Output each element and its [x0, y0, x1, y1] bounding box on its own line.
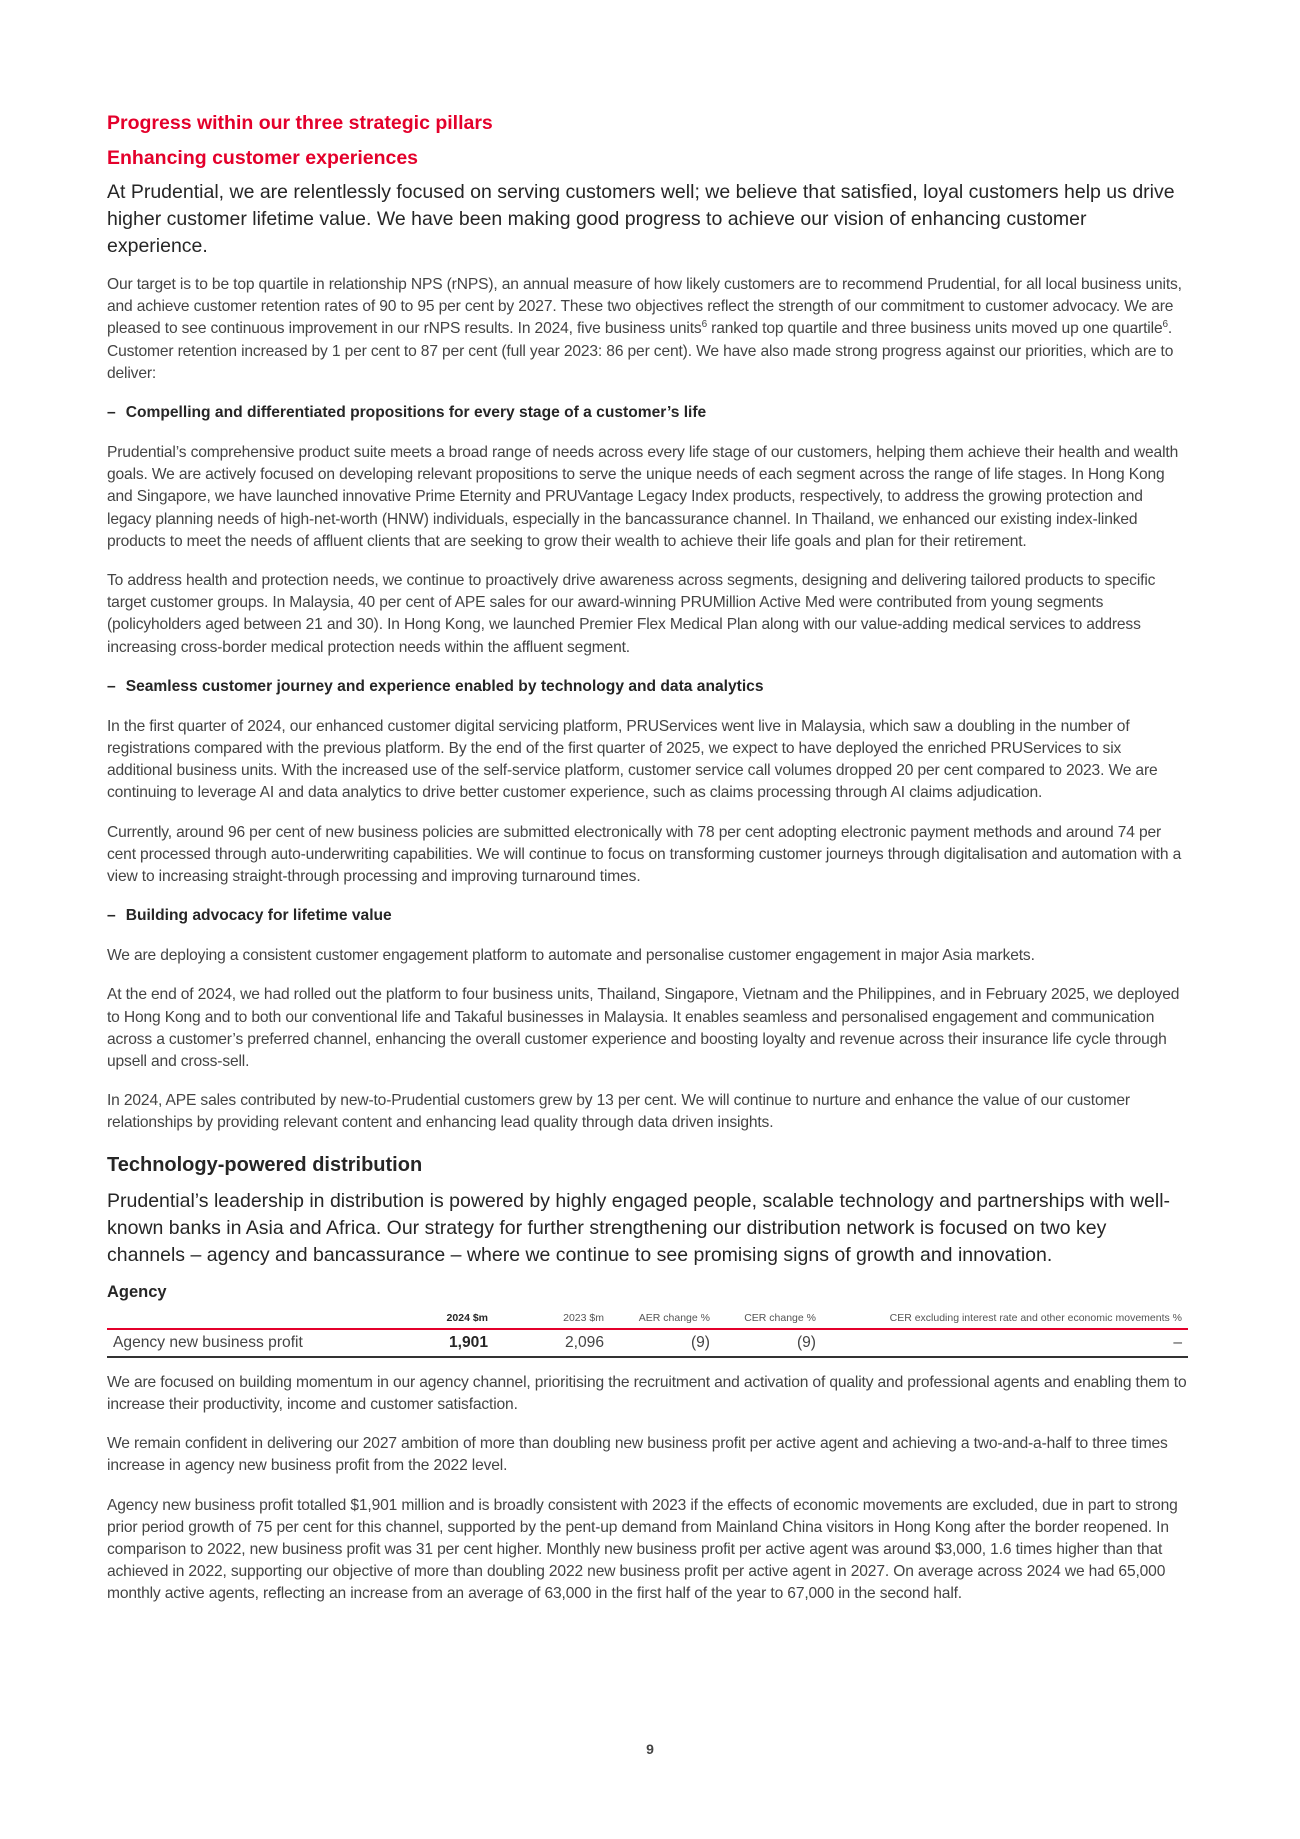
bullet-dash: –	[107, 677, 116, 695]
propositions-paragraph-2: To address health and protection needs, we continue to proactively drive awareness across segments, designing and delivering tailored products to specific target customer groups. In Malaysia, 40 per cent of APE sales for our award-winning PRUMillion Active Med were contributed from young segments (policyholders aged between 21 and 30). In Hong Kong, we launched Premier Flex Medical Plan along with our value-adding medical services to address increasing cross-border medical protection needs within the affluent segment.	[107, 572, 1156, 656]
page-number: 9	[646, 1741, 654, 1757]
table-header-cer: CER change %	[744, 1311, 816, 1324]
value-cer: (9)	[796, 1333, 816, 1351]
advocacy-paragraph-1: We are deploying a consistent customer engagement platform to automate and personalise customer engagement in major Asia markets.	[107, 947, 1035, 965]
distribution-intro: Prudential’s leadership in distribution is powered by highly engaged people, scalable technology and partnerships with well-known banks in Asia and Africa. Our strategy for further strengthening our distribution network is focused on two key channels – agency and bancassurance – where we continue to see promising signs of growth and innovation.	[107, 1189, 1171, 1266]
bullet-journey	[107, 676, 1188, 698]
customer-experiences-intro: At Prudential, we are relentlessly focused on serving customers well; we believe that satisfied, loyal customers help us drive higher customer lifetime value. We have been making good progress to achieve our vision of enhancing customer experience.	[107, 181, 1175, 257]
agency-paragraph-1: We are focused on building momentum in our agency channel, prioritising the recruitment and activation of quality and professional agents and enabling them to increase their productivity, income and customer satisfaction.	[107, 1373, 1187, 1413]
journey-paragraph-1: In the first quarter of 2024, our enhanced customer digital servicing platform, PRUServices went live in Malaysia, which saw a doubling in the number of registrations compared with the previous platform. By the end of the first quarter of 2025, we expect to have deployed the enriched PRUServices to six additional business units. With the increased use of the self-service platform, customer service call volumes dropped 20 per cent compared to 2023. We are continuing to leverage AI and data analytics to drive better customer experience, such as claims processing through AI claims adjudication.	[107, 717, 1158, 802]
footnote-ref-1: 6	[701, 319, 707, 331]
bullet-journey-label: Seamless customer journey and experience enabled by technology and data analytics	[125, 677, 764, 695]
bullet-propositions-label: Compelling and differentiated propositions for every stage of a customer’s life	[125, 404, 707, 422]
target-text-1: Our target is to be top quartile in relationship NPS (rNPS), an annual measure of how likely customers are to recommend Prudential, for all local business units, and achieve customer retention rates of 90 to 95 per cent by 2027. These two objectives reflect the strength of our commitment to customer advocacy. We are pleased to see continuous improvement in our rNPS results. In 2024, five business units	[107, 276, 1182, 338]
bullet-propositions	[107, 402, 1188, 424]
propositions-paragraph-1: Prudential’s comprehensive product suite meets a broad range of needs across every life stage of our customers, helping them achieve their health and wealth goals. We are actively focused on developing relevant propositions to serve the unique needs of each segment across the range of life stages. In Hong Kong and Singapore, we have launched innovative Prime Eternity and PRUVantage Legacy Index products, respectively, to address the growing protection and legacy planning needs of high-net-worth (HNW) individuals, especially in the bancassurance channel. In Thailand, we enhanced our existing index-linked products to meet the needs of affluent clients that are seeking to grow their wealth to achieve their life goals and plan for their retirement.	[107, 444, 1179, 550]
agency-table	[107, 1312, 1188, 1358]
value-cer-excluding: –	[1173, 1333, 1182, 1351]
table-header-blank	[107, 1312, 413, 1329]
agency-heading: Agency	[107, 1282, 167, 1301]
journey-paragraph-2: Currently, around 96 per cent of new business policies are submitted electronically with 78 per cent adopting electronic payment methods and around 74 per cent processed through auto-underwriting capabilities. We will continue to focus on transforming customer journeys through digitalisation and automation with a view to increasing straight-through processing and improving turnaround times.	[107, 823, 1182, 886]
customer-experiences-heading: Enhancing customer experiences	[107, 147, 419, 169]
bullet-dash: –	[107, 404, 116, 422]
value-2024: 1,901	[448, 1333, 488, 1351]
agency-paragraph-3: Agency new business profit totalled $1,901 million and is broadly consistent with 2023 if the effects of economic movements are excluded, due in part to strong prior period growth of 75 per cent for this channel, supported by the pent-up demand from Mainland China visitors in Hong Kong after the border reopened. In comparison to 2022, new business profit was 31 per cent higher. Monthly new business profit per active agent was around $3,000, 1.6 times higher than that achieved in 2022, supporting our objective of more than doubling 2022 new business profit per active agent in 2027. On average across 2024 we had 65,000 monthly active agents, reflecting an increase from an average of 63,000 in the first half of the year to 67,000 in the second half.	[107, 1496, 1178, 1603]
agency-table-header-row	[107, 1312, 1188, 1329]
table-header-aer: AER change %	[638, 1311, 710, 1324]
agency-paragraph-2: We remain confident in delivering our 2027 ambition of more than doubling new business profit per active agent and achieving a two-and-a-half to three times increase in agency new business profit from the 2022 level.	[107, 1435, 1168, 1475]
advocacy-paragraph-2: At the end of 2024, we had rolled out the platform to four business units, Thailand, Singapore, Vietnam and the Philippines, and in February 2025, we deployed to Hong Kong and to both our conventional life and Takaful businesses in Malaysia. It enables seamless and personalised engagement and communication across a customer’s preferred channel, enhancing the overall customer experience and boosting loyalty and revenue across their insurance life cycle through upsell and cross-sell.	[107, 986, 1180, 1071]
footnote-ref-2: 6	[1162, 319, 1168, 331]
table-header-2024: 2024 $m	[446, 1311, 488, 1324]
target-text-2: ranked top quartile and three business units moved up one quartile	[707, 320, 1163, 338]
value-aer: (9)	[690, 1333, 710, 1351]
target-paragraph	[107, 274, 1188, 385]
bullet-advocacy-label: Building advocacy for lifetime value	[125, 907, 392, 925]
bullet-advocacy	[107, 905, 1188, 927]
table-header-2023: 2023 $m	[563, 1311, 604, 1324]
distribution-heading: Technology-powered distribution	[107, 1153, 423, 1176]
table-row	[107, 1329, 1188, 1357]
advocacy-paragraph-3: In 2024, APE sales contributed by new-to-Prudential customers grew by 13 per cent. We will continue to nurture and enhance the value of our customer relationships by providing relevant content and enhancing lead quality through data driven insights.	[107, 1092, 1130, 1132]
bullet-dash: –	[107, 907, 116, 925]
value-2023: 2,096	[564, 1333, 604, 1351]
target-text-3: . Customer retention increased by 1 per cent to 87 per cent (full year 2023: 86 per cent). We have also made strong progress against our priorities, which are to deliver:	[107, 320, 1174, 382]
row-label: Agency new business profit	[113, 1333, 303, 1351]
pillars-heading: Progress within our three strategic pillars	[107, 112, 493, 134]
table-header-cer-excluding: CER excluding interest rate and other economic movements %	[889, 1311, 1182, 1324]
